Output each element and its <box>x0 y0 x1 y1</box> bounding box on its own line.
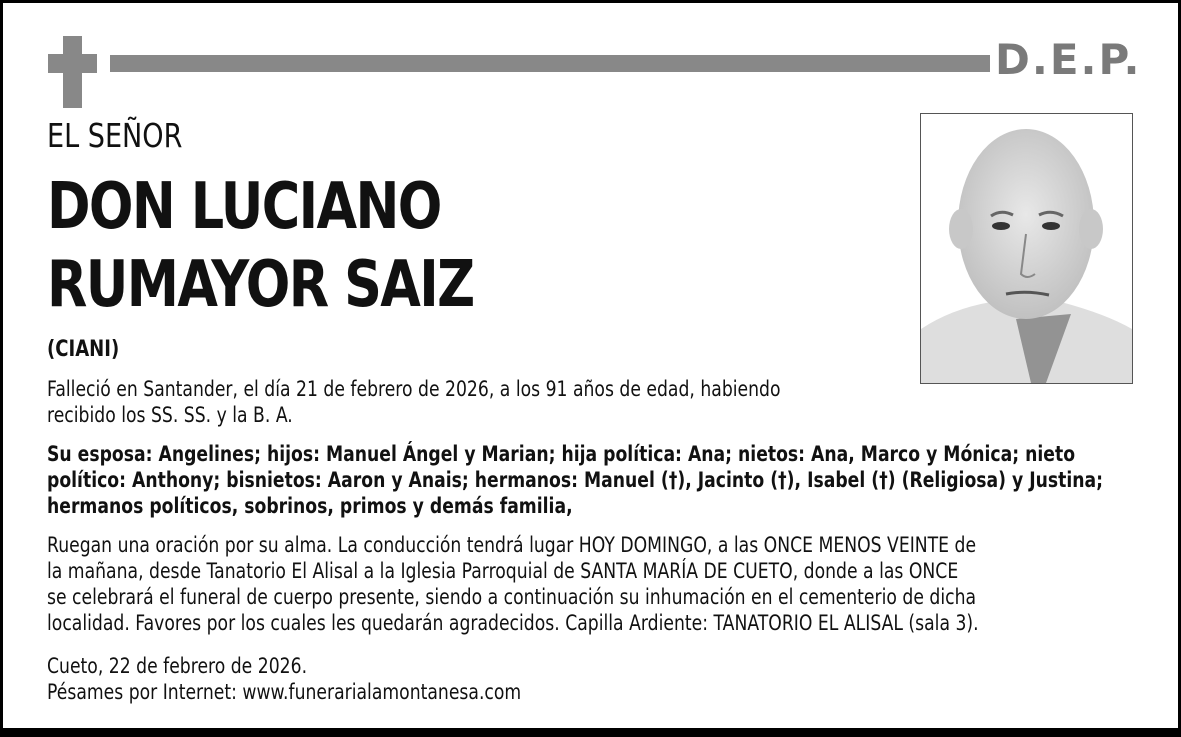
service-line: se celebrará el funeral de cuerpo presente, siendo a continuación su inhumación en el cementerio de dicha <box>47 585 977 609</box>
service-line: localidad. Favores por los cuales les quedarán agradecidos. Capilla Ardiente: TANATORIO EL ALISAL (sala 3). <box>47 611 979 635</box>
footer <box>47 653 521 705</box>
title-prefix: EL SEÑOR <box>47 116 183 155</box>
condolences-link[interactable]: Pésames por Internet: www.funerarialamontanesa.com <box>47 680 522 704</box>
name-line-2: RUMAYOR SAIZ <box>47 248 474 322</box>
service-line: la mañana, desde Tanatorio El Alisal a la Iglesia Parroquial de SANTA MARÍA DE CUETO, donde a las ONCE <box>47 559 959 583</box>
cross-horizontal-bar <box>48 54 97 73</box>
portrait-photo <box>920 113 1133 384</box>
dep-label: D.E.P. <box>995 35 1142 84</box>
family-line: Su esposa: Angelines; hijos: Manuel Ángel y Marian; hija política: Ana; nietos: Ana, Marco y Mónica; nieto <box>47 442 1076 466</box>
family-line: político: Anthony; bisnietos: Aaron y Anais; hermanos: Manuel (†), Jacinto (†), Isabel (†) (Religiosa) y Justina; <box>47 468 1104 492</box>
deceased-name <box>47 168 474 324</box>
alias: (CIANI) <box>47 337 120 362</box>
header-rule <box>110 55 990 72</box>
portrait-image <box>921 114 1132 383</box>
death-notice <box>47 376 781 428</box>
family-list <box>47 441 1103 519</box>
death-notice-line: recibido los SS. SS. y la B. A. <box>47 403 293 427</box>
name-line-1: DON LUCIANO <box>47 170 441 244</box>
death-notice-line: Falleció en Santander, el día 21 de febrero de 2026, a los 91 años de edad, habiendo <box>47 377 781 401</box>
service-details <box>47 532 979 636</box>
place-date: Cueto, 22 de febrero de 2026. <box>47 654 308 678</box>
family-line: hermanos políticos, sobrinos, primos y demás familia, <box>47 494 573 518</box>
service-line: Ruegan una oración por su alma. La conducción tendrá lugar HOY DOMINGO, a las ONCE MENOS VEINTE de <box>47 533 977 557</box>
